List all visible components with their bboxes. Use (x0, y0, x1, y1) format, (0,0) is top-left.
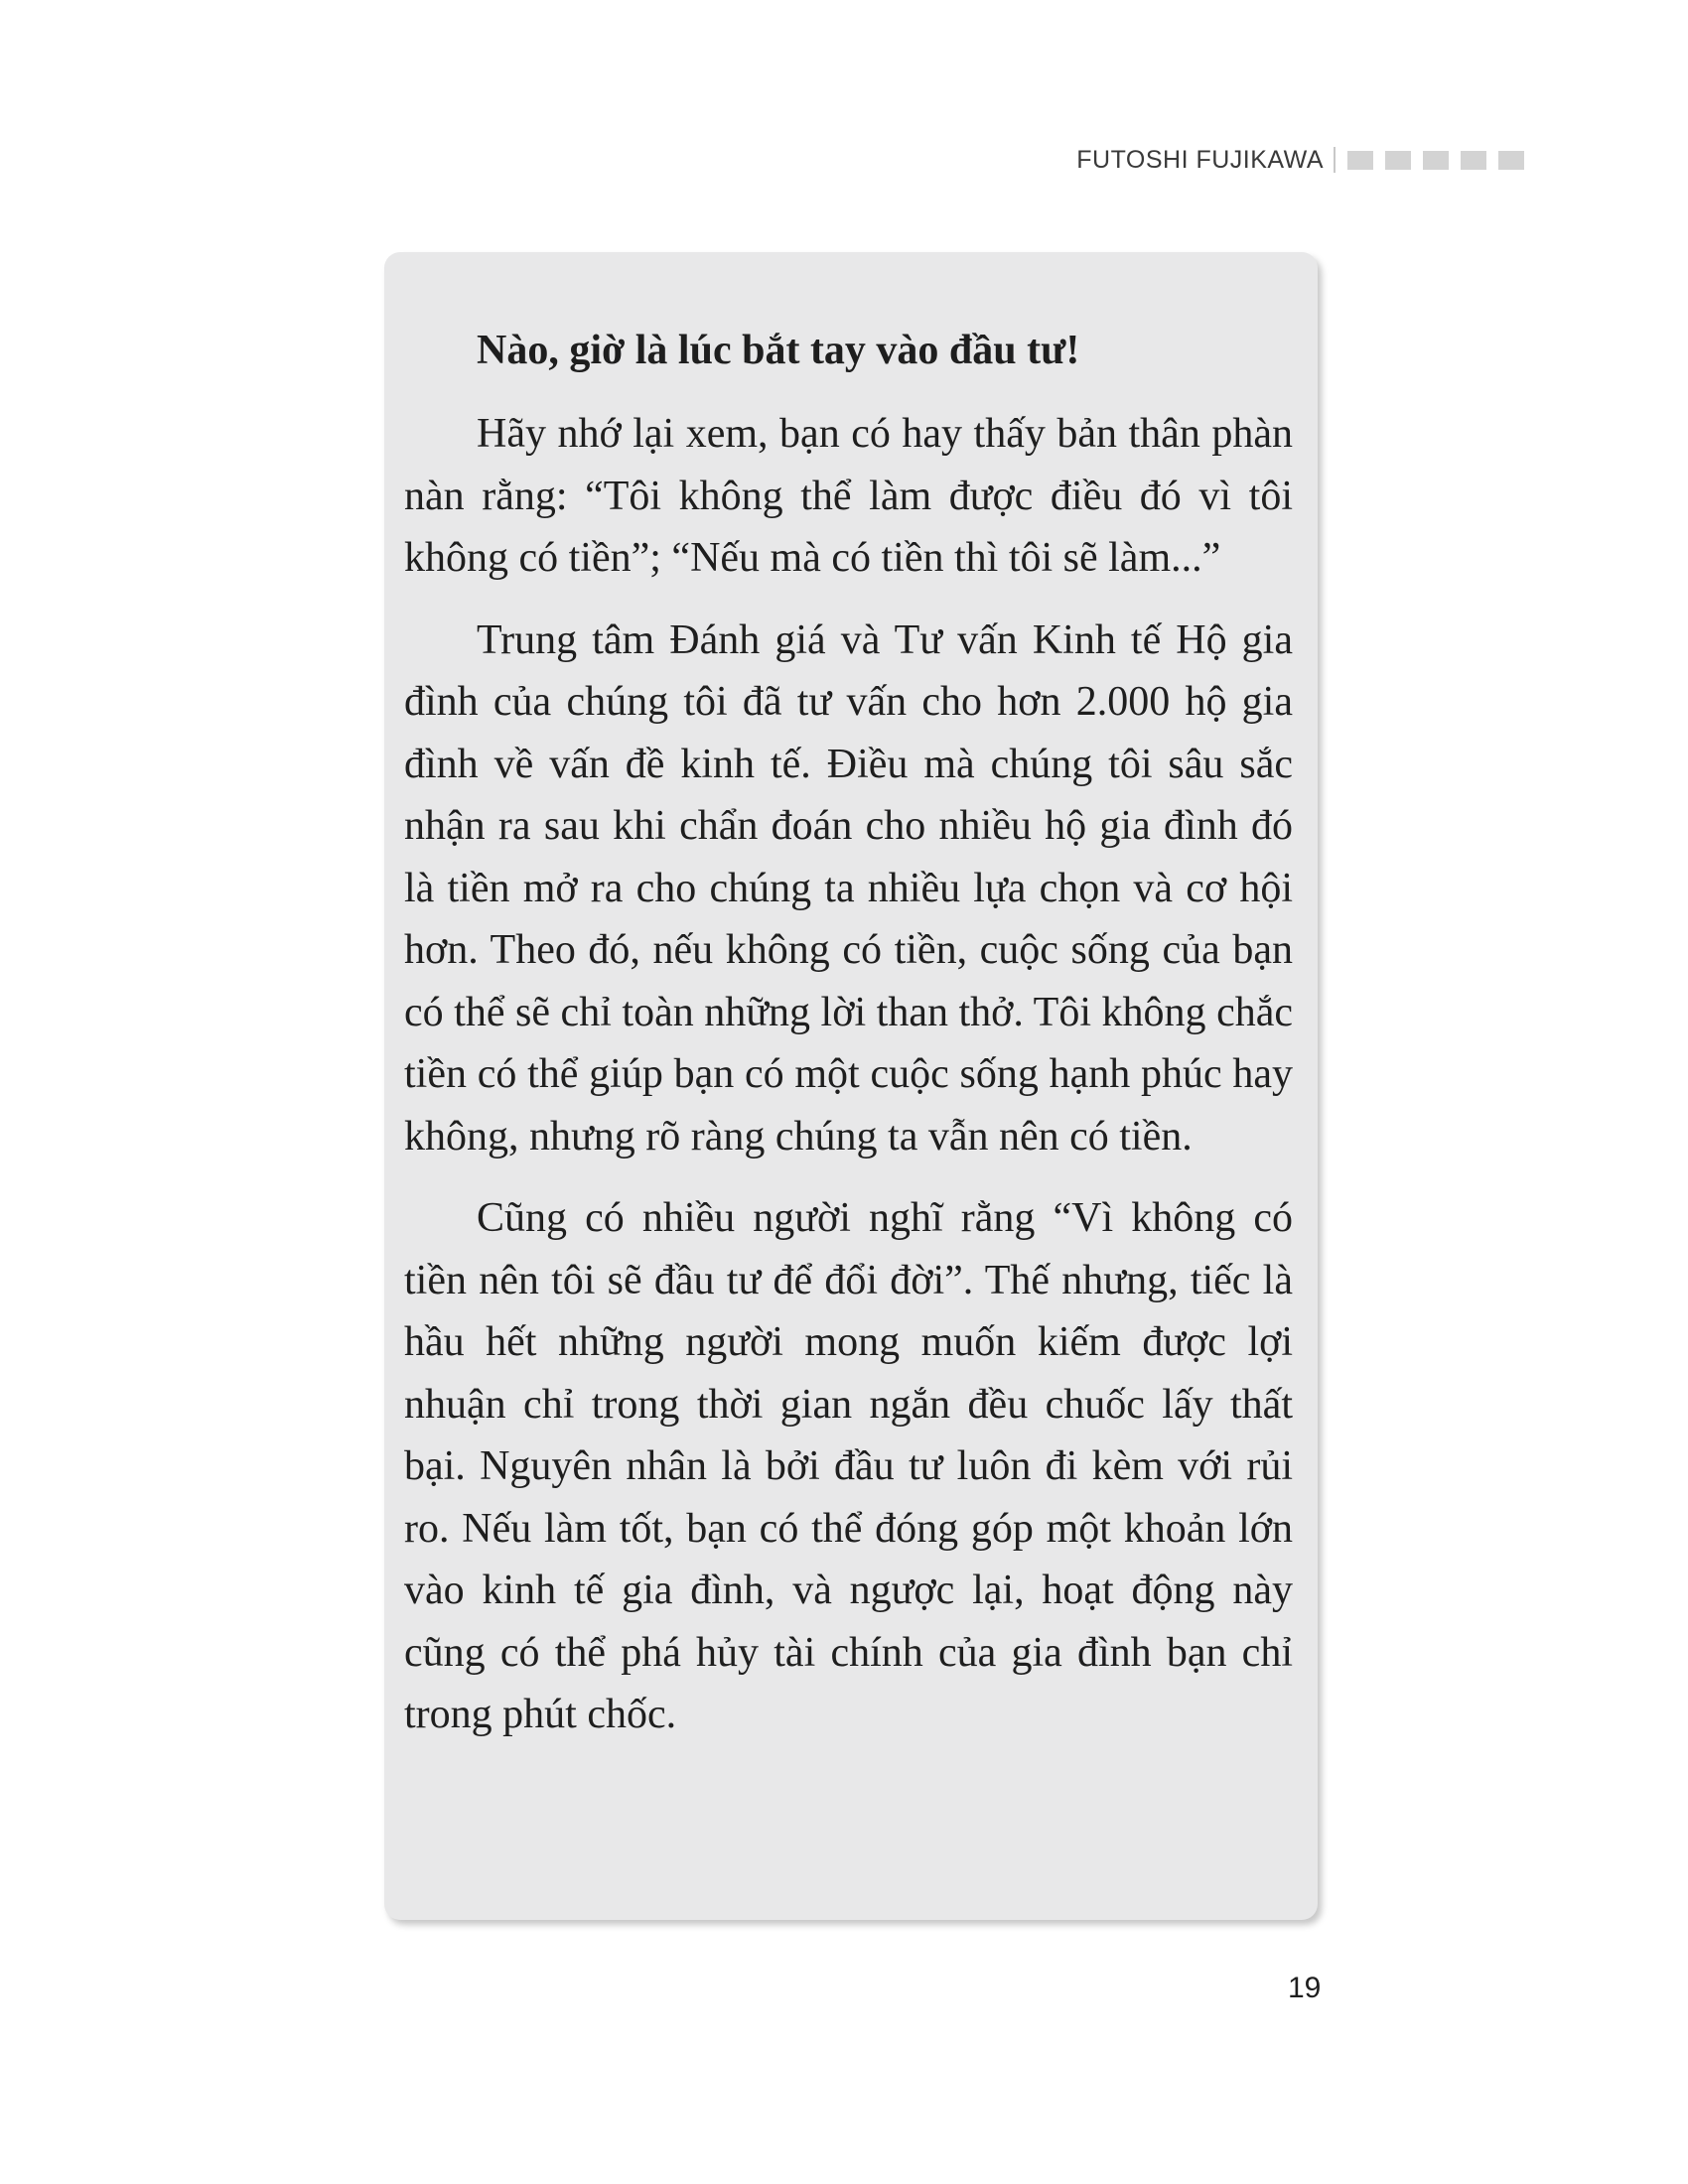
decorative-square (1385, 151, 1411, 170)
running-header (1076, 147, 1524, 173)
author-name: FUTOSHI FUJIKAWA (1076, 147, 1336, 173)
decorative-square (1347, 151, 1373, 170)
decorative-square (1498, 151, 1524, 170)
decorative-square (1423, 151, 1449, 170)
box-title: Nào, giờ là lúc bắt tay vào đầu tư! (477, 328, 1080, 373)
paragraph: Trung tâm Đánh giá và Tư vấn Kinh tế Hộ gia đình của chúng tôi đã tư vấn cho hơn 2.000 hộ gia đình về vấn đề kinh tế. Điều mà chúng tôi sâu sắc nhận ra sau khi chẩn đoán cho nhiều hộ gia đình đó là tiền mở ra cho chúng ta nhiều lựa chọn và cơ hội hơn. Theo đó, nếu không có tiền, cuộc sống của bạn có thể sẽ chỉ toàn những lời than thở. Tôi không chắc tiền có thể giúp bạn có một cuộc sống hạnh phúc hay không, nhưng rõ ràng chúng ta vẫn nên có tiền. (404, 616, 1293, 1160)
text-box (384, 252, 1318, 1920)
paragraph: Hãy nhớ lại xem, bạn có hay thấy bản thân phàn nàn rằng: “Tôi không thể làm được điều đó vì tôi không có tiền”; “Nếu mà có tiền thì tôi sẽ làm...” (404, 411, 1293, 581)
header-decoration (1347, 151, 1524, 170)
decorative-square (1461, 151, 1486, 170)
paragraph: Cũng có nhiều người nghĩ rằng “Vì không có tiền nên tôi sẽ đầu tư để đổi đời”. Thế nhưng, tiếc là hầu hết những người mong muốn kiếm được lợi nhuận chỉ trong thời gian ngắn đều chuốc lấy thất bại. Nguyên nhân là bởi đầu tư luôn đi kèm với rủi ro. Nếu làm tốt, bạn có thể đóng góp một khoản lớn vào kinh tế gia đình, và ngược lại, hoạt động này cũng có thể phá hủy tài chính của gia đình bạn chỉ trong phút chốc. (404, 1195, 1293, 1737)
page-number: 19 (1288, 1972, 1322, 2004)
